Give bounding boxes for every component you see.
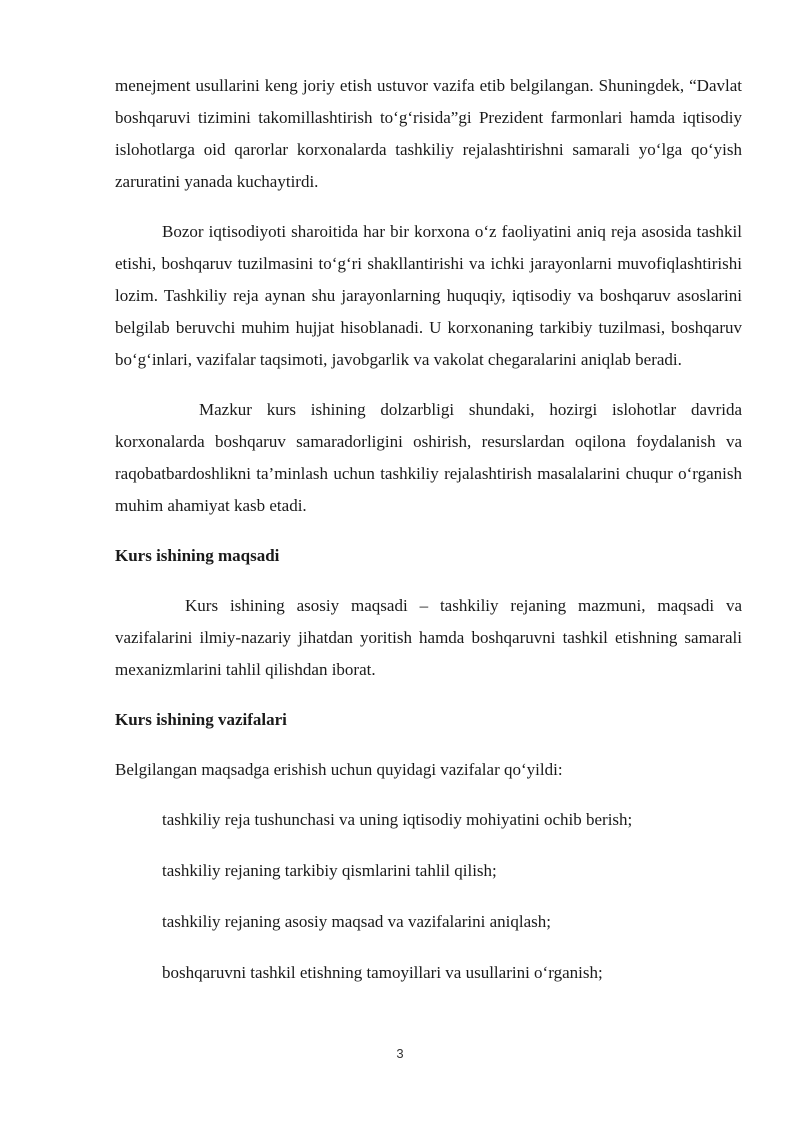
tasks-list xyxy=(115,804,742,989)
paragraph-relevance: Mazkur kurs ishining dolzarbligi shundaki, hozirgi islohotlar davrida korxonalarda boshqaruv samaradorligini oshirish, resurslardan oqilona foydalanish va raqobatbardoshlikni ta’minlash uchun tashkiliy rejalashtirish masalalarini chuqur o‘rganish muhim ahamiyat kasb etadi. xyxy=(115,400,742,515)
goal-heading: Kurs ishining maqsadi xyxy=(115,546,280,565)
goal-paragraph: Kurs ishining asosiy maqsadi – tashkiliy rejaning mazmuni, maqsadi va vazifalarini ilmiy-nazariy jihatdan yoritish hamda boshqaruvni tashkil etishning samarali mexanizmlarini tahlil qilishdan iborat. xyxy=(115,596,742,679)
paragraph-intro-continuation: menejment usullarini keng joriy etish ustuvor vazifa etib belgilangan. Shuningdek, “Davlat boshqaruvi tizimini takomillashtirish to‘g‘risida”gi Prezident farmonlari hamda iqtisodiy islohotlarga oid qarorlar korxonalarda tashkiliy rejalashtirishni samarali yo‘lga qo‘yish zaruratini yanada kuchaytirdi. xyxy=(115,76,742,191)
task-item: tashkiliy rejaning tarkibiy qismlarini tahlil qilish; xyxy=(162,861,497,880)
paragraph-market-economy: Bozor iqtisodiyoti sharoitida har bir korxona o‘z faoliyatini aniq reja asosida tashkil etishi, boshqaruv tuzilmasini to‘g‘ri shakllantirishi va ichki jarayonlarni muvofiqlashtirishi lozim. Tashkiliy reja aynan shu jarayonlarning huquqiy, iqtisodiy va boshqaruv asoslarini belgilab beruvchi muhim hujjat hisoblanadi. U korxonaning tarkibiy tuzilmasi, boshqaruv bo‘g‘inlari, vazifalar taqsimoti, javobgarlik va vakolat chegaralarini aniqlab beradi. xyxy=(115,222,742,369)
task-item: boshqaruvni tashkil etishning tamoyillari va usullarini o‘rganish; xyxy=(162,963,603,982)
task-item: tashkiliy rejaning asosiy maqsad va vazifalarini aniqlash; xyxy=(162,912,551,931)
tasks-heading: Kurs ishining vazifalari xyxy=(115,710,287,729)
document-page xyxy=(115,70,742,1008)
tasks-intro: Belgilangan maqsadga erishish uchun quyidagi vazifalar qo‘yildi: xyxy=(115,760,563,779)
task-item: tashkiliy reja tushunchasi va uning iqtisodiy mohiyatini ochib berish; xyxy=(162,810,633,829)
page-number: 3 xyxy=(396,1046,404,1061)
